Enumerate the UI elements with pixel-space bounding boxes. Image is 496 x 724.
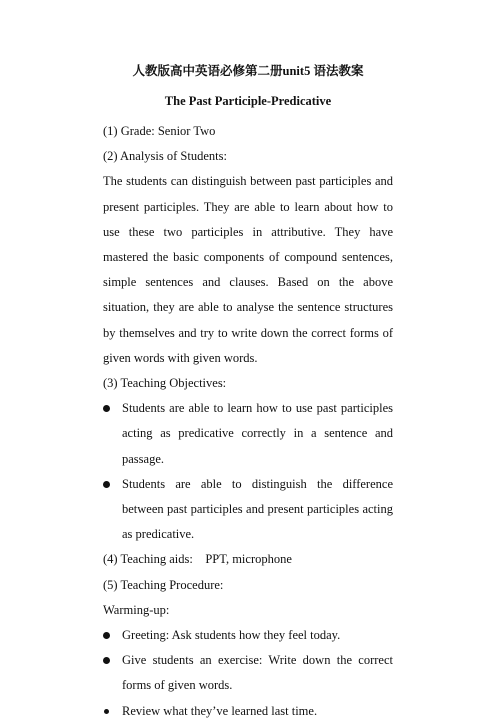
- list-item: [103, 472, 393, 548]
- warmup-text: Review what they’ve learned last time.: [122, 703, 318, 718]
- objectives-heading: (3) Teaching Objectives:: [103, 376, 227, 390]
- document-body: [103, 119, 393, 724]
- warmup-text: Give students an exercise: Write down the correct forms of given words.: [122, 653, 393, 693]
- bullet-icon: [103, 405, 110, 412]
- aids-line: (4) Teaching aids: PPT, microphone: [103, 552, 292, 567]
- document-title: 人教版高中英语必修第二册unit5 语法教案: [132, 64, 364, 78]
- objective-text: Students are able to distinguish the difference between past participles and present participles acting as predicative.: [122, 476, 393, 542]
- bullet-icon: [103, 632, 110, 639]
- bullet-icon: [104, 709, 109, 714]
- analysis-paragraph: The students can distinguish between past participles and present participles. They are able to learn about how to use these two participles in attributive. They have mastered the basic components of compound sentences, simple sentences and clauses. Based on the above situation, they are able to analyse the sentence structures by themselves and try to write down the correct forms of given words with given words.: [103, 174, 393, 365]
- list-item: [103, 623, 393, 648]
- bullet-icon: [103, 657, 110, 664]
- warmup-heading: Warming-up:: [103, 602, 170, 617]
- bullet-icon: [103, 481, 110, 488]
- document-subtitle: The Past Participle-Predicative: [164, 94, 332, 108]
- objectives-list: [103, 396, 393, 547]
- procedure-heading: (5) Teaching Procedure:: [103, 577, 224, 592]
- list-item: [103, 648, 393, 698]
- warmup-text: Greeting: Ask students how they feel today.: [122, 627, 341, 642]
- list-item: [103, 699, 393, 724]
- grade-line: (1) Grade: Senior Two: [103, 124, 216, 138]
- list-item: [103, 396, 393, 472]
- warmup-list: [103, 623, 393, 724]
- analysis-heading: (2) Analysis of Students:: [103, 149, 227, 164]
- objective-text: Students are able to learn how to use past participles acting as predicative correctly in a sentence and passage.: [122, 401, 393, 466]
